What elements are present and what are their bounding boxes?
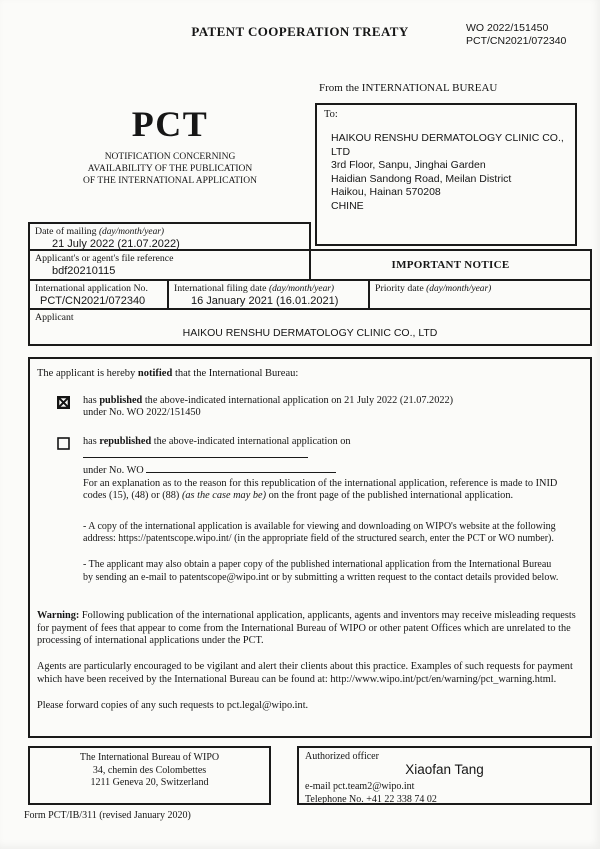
address-line: LTD (331, 145, 351, 158)
agents-paragraph: Agents are particularly encouraged to be vigilant and alert their clients about this practice. Examples of such requests for payment which have been received by the International Bureau can be found at: http://www.wipo.int/pct/en/warning/pct_warning.html. (37, 660, 573, 685)
publication-numbers (466, 22, 566, 48)
filing-date-field (167, 279, 370, 310)
important-notice-box (309, 249, 592, 281)
officer-telephone: Telephone No. +41 22 338 74 02 (305, 793, 437, 805)
bureau-street: 34, chemin des Colombettes (92, 764, 207, 776)
officer-contact (305, 781, 590, 806)
application-number-field (28, 279, 169, 310)
filing-date-value: 16 January 2021 (16.01.2021) (191, 295, 339, 307)
published-item (37, 395, 578, 420)
published-checkbox-icon (57, 396, 70, 409)
republished-item (37, 436, 578, 503)
subtitle-line-2: AVAILABILITY OF THE PUBLICATION (87, 164, 253, 174)
republished-item-text (83, 436, 574, 503)
application-number-label: International application No. (35, 283, 148, 294)
recipient-box (315, 103, 577, 246)
forward-requests-paragraph: Please forward copies of any such requests to pct.legal@wipo.int. (37, 700, 309, 712)
bureau-name: The International Bureau of WIPO (79, 752, 220, 763)
address-line: 3rd Floor, Sanpu, Jinghai Garden (331, 159, 486, 171)
file-reference-value: bdf20210115 (52, 265, 116, 277)
published-line-2: under No. WO 2022/151450 (83, 407, 201, 419)
file-reference-field (28, 249, 311, 281)
application-number-value: PCT/CN2021/072340 (40, 295, 146, 307)
form-identifier: Form PCT/IB/311 (revised January 2020) (24, 810, 191, 821)
authorized-officer-label: Authorized officer (305, 751, 379, 762)
copy-availability-paragraph: - A copy of the international application is available for viewing and downloading on WIPO's website at the following address: https://patentscope.wipo.int/ (in the appropriate field of the structured search, enter the PCT or WO number). (83, 520, 556, 545)
applicant-value: HAIKOU RENSHU DERMATOLOGY CLINIC CO., LTD (182, 327, 438, 339)
paper-copy-paragraph: - The applicant may also obtain a paper copy of the published international application from the International Bureau by sending an e-mail to patentscope@wipo.int or by submitting a written request to the contact details provided below. (83, 558, 559, 583)
blank-underline (83, 448, 308, 458)
notification-body-box (28, 357, 592, 738)
blank-underline (146, 463, 336, 473)
priority-date-field (368, 279, 592, 310)
address-line: Haidian Sandong Road, Meilan District (331, 172, 512, 185)
pct-application-number: PCT/CN2021/072340 (466, 35, 567, 47)
notification-subtitle (40, 151, 300, 187)
notified-statement: The applicant is hereby notified that the International Bureau: (37, 368, 299, 379)
date-of-mailing-label: Date of mailing (day/month/year) (35, 226, 165, 237)
address-line: CHINE (331, 199, 364, 212)
date-of-mailing-value: 21 July 2022 (21.07.2022) (52, 238, 180, 250)
file-reference-label: Applicant's or agent's file reference (35, 253, 174, 264)
pct-logo-block (40, 106, 300, 187)
republished-checkbox-icon (57, 437, 70, 450)
subtitle-line-3: OF THE INTERNATIONAL APPLICATION (83, 176, 257, 186)
recipient-address (331, 132, 566, 213)
bureau-address-box (28, 746, 271, 805)
priority-date-label: Priority date (day/month/year) (375, 283, 492, 294)
subtitle-line-1: NOTIFICATION CONCERNING (104, 152, 236, 162)
to-label: To: (324, 109, 338, 120)
published-item-text (83, 395, 574, 420)
date-of-mailing-field (28, 222, 311, 251)
applicant-label: Applicant (35, 312, 74, 323)
warning-paragraph: Warning: Following publication of the international application, applicants, agents and inventors may receive misleading requests for payment of fees that appear to come from the International Bureau of WIPO or other patent Offices which are unrelated to the processing of international applications under the PCT. (37, 610, 576, 647)
republished-line-1: has republished the above-indicated international application on (83, 436, 574, 463)
filing-date-label: International filing date (day/month/year) (174, 283, 335, 294)
important-notice-text: IMPORTANT NOTICE (391, 259, 510, 271)
officer-email: e-mail pct.team2@wipo.int (305, 781, 415, 792)
authorized-officer-name: Xiaofan Tang (405, 762, 484, 777)
wo-number: WO 2022/151450 (466, 22, 549, 34)
address-line: HAIKOU RENSHU DERMATOLOGY CLINIC CO., (331, 132, 564, 144)
republication-explanation: For an explanation as to the reason for this republication of the international application, reference is made to INID codes (15), (48) or (88) (as the case may be) on the front page of the published international application. (83, 477, 558, 502)
published-line-1: has published the above-indicated international application on 21 July 2022 (21.07.2022) (83, 394, 454, 406)
republished-line-2: under No. WO (83, 463, 574, 478)
from-bureau-line: From the INTERNATIONAL BUREAU (319, 82, 498, 94)
applicant-field (28, 308, 592, 346)
authorized-officer-box (297, 746, 592, 805)
page-title: PATENT COOPERATION TREATY (191, 24, 409, 39)
bureau-city: 1211 Geneva 20, Switzerland (90, 777, 209, 788)
pct-logo: PCT (131, 104, 209, 144)
address-line: Haikou, Hainan 570208 (331, 186, 441, 198)
